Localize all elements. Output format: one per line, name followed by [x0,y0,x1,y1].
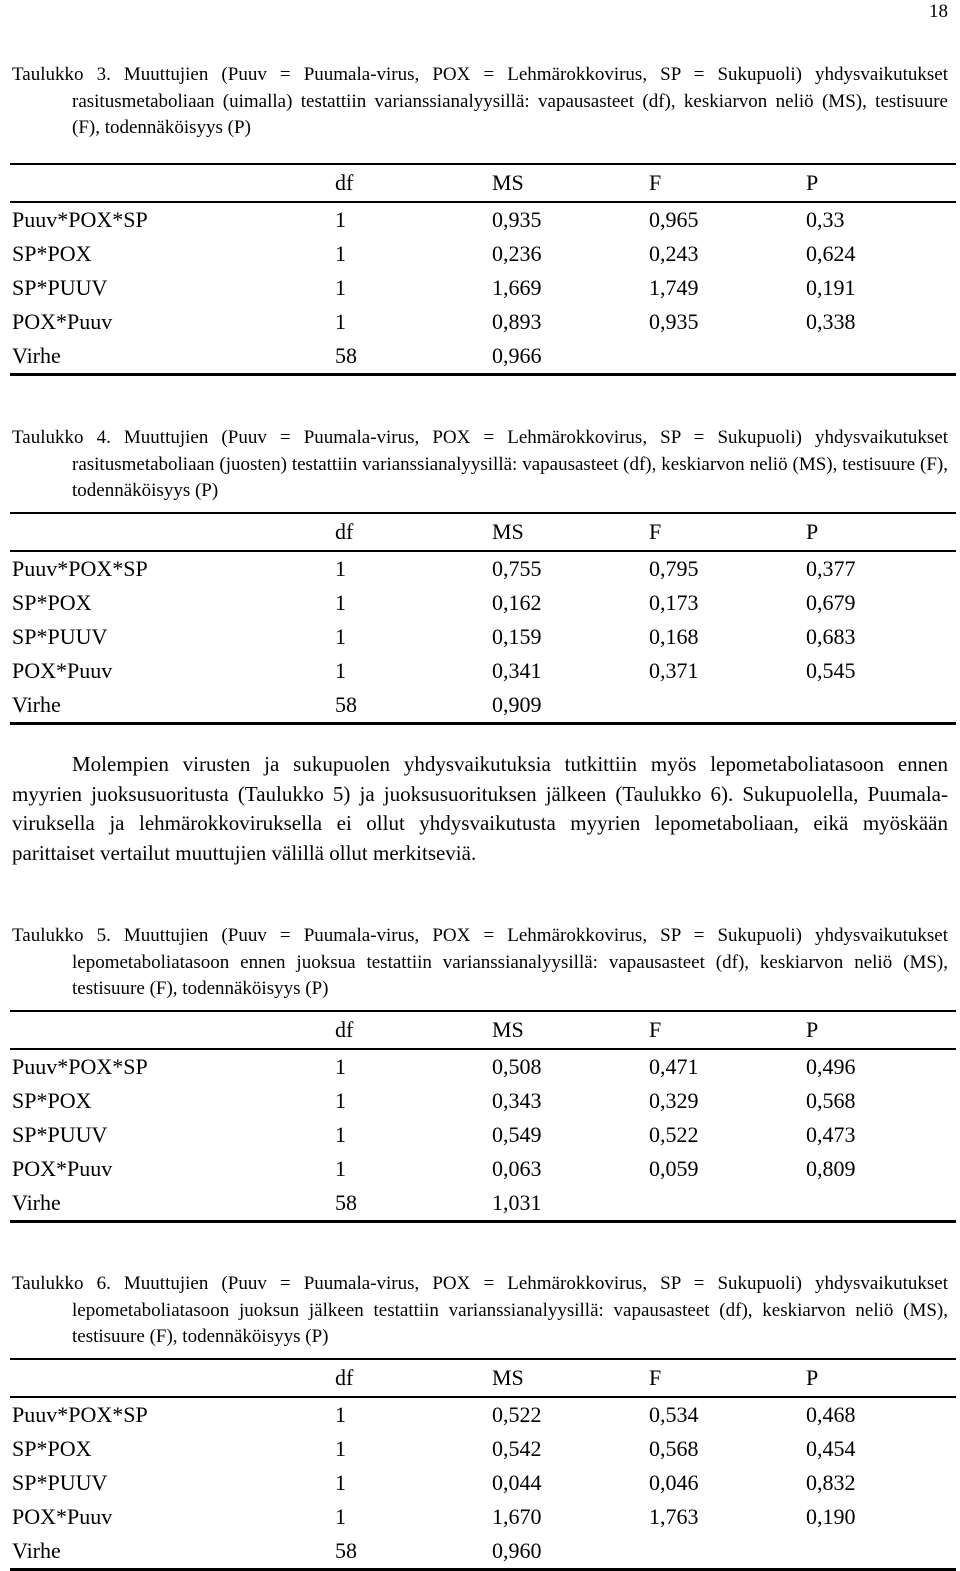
cell-df: 1 [335,241,346,266]
row-label: Puuv*POX*SP [12,1402,148,1427]
header-p: P [806,1011,956,1049]
cell-f: 0,371 [649,658,699,683]
header-f: F [649,513,806,551]
cell-p [806,1534,956,1570]
cell-df: 1 [335,1156,346,1181]
cell-df: 58 [335,1190,357,1215]
cell-df: 1 [335,556,346,581]
table-3 [10,163,956,376]
page-number: 18 [929,1,948,22]
table-row [10,654,956,688]
cell-ms: 0,508 [492,1054,542,1079]
row-label: SP*PUUV [12,1470,108,1495]
cell-ms: 0,522 [492,1402,542,1427]
header-empty [10,164,335,202]
cell-f: 1,749 [649,275,699,300]
table-row [10,271,956,305]
cell-f: 0,935 [649,309,699,334]
row-label: POX*Puuv [12,658,113,683]
table-row [10,237,956,271]
table-row [10,1432,956,1466]
table-row [10,620,956,654]
table-5 [10,1010,956,1223]
cell-ms: 0,162 [492,590,542,615]
cell-p: 0,545 [806,658,856,683]
cell-f: 0,534 [649,1402,699,1427]
cell-p: 0,832 [806,1470,856,1495]
cell-p: 0,568 [806,1088,856,1113]
cell-ms: 0,755 [492,556,542,581]
cell-df: 1 [335,1402,346,1427]
header-f: F [649,1011,806,1049]
cell-df: 1 [335,1504,346,1529]
table-6-caption: Taulukko 6. Muuttujien (Puuv = Puumala-virus, POX = Lehmärokkovirus, SP = Sukupuoli) yhdysvaikutukset lepometaboliatasoon juoksun jälkeen testattiin varianssianalyysillä: vapausasteet (df), keskiarvon neliö (MS), testisuure (F), todennäköisyys (P) [12,1273,948,1347]
cell-ms: 0,966 [492,343,542,368]
cell-ms: 0,909 [492,692,542,717]
header-df: df [335,164,492,202]
cell-f [649,1186,806,1222]
table-row [10,1084,956,1118]
cell-f: 0,243 [649,241,699,266]
cell-df: 1 [335,658,346,683]
cell-ms: 0,044 [492,1470,542,1495]
cell-f: 0,168 [649,624,699,649]
row-label: SP*POX [12,590,92,615]
body-paragraph: Molempien virusten ja sukupuolen yhdysvaikutuksia tutkittiin myös lepometaboliatasoon ennen myyrien juoksusuoritusta (Taulukko 5) ja juoksusuorituksen jälkeen (Taulukko 6). Sukupuolella, Puumala-viruksella ja lehmärokkoviruksella ei ollut yhdysvaikutusta myyrien lepometaboliaan, eikä myöskään parittaiset vertailut muuttujien välillä ollut merkitseviä. [12,752,948,865]
cell-df: 58 [335,343,357,368]
table-row [10,551,956,586]
row-label: Puuv*POX*SP [12,207,148,232]
table-4-caption: Taulukko 4. Muuttujien (Puuv = Puumala-virus, POX = Lehmärokkovirus, SP = Sukupuoli) yhdysvaikutukset rasitusmetaboliaan (juosten) testattiin varianssianalyysillä: vapausasteet (df), keskiarvon neliö (MS), testisuure (F), todennäköisyys (P) [12,427,948,501]
row-label: SP*PUUV [12,624,108,649]
cell-f: 0,173 [649,590,699,615]
header-ms: MS [492,1359,649,1397]
header-p: P [806,164,956,202]
cell-p: 0,468 [806,1402,856,1427]
cell-ms: 0,159 [492,624,542,649]
table-row [10,339,956,375]
row-label: SP*POX [12,1088,92,1113]
header-ms: MS [492,164,649,202]
cell-df: 1 [335,1436,346,1461]
table-row [10,1186,956,1222]
cell-df: 1 [335,1088,346,1113]
cell-p: 0,338 [806,309,856,334]
header-f: F [649,1359,806,1397]
row-label: SP*PUUV [12,275,108,300]
cell-ms: 1,031 [492,1190,542,1215]
cell-f: 0,522 [649,1122,699,1147]
cell-df: 1 [335,590,346,615]
row-label: SP*POX [12,241,92,266]
cell-df: 1 [335,1470,346,1495]
cell-p: 0,496 [806,1054,856,1079]
cell-p: 0,377 [806,556,856,581]
table-row [10,688,956,724]
cell-f: 0,795 [649,556,699,581]
table-5-caption: Taulukko 5. Muuttujien (Puuv = Puumala-virus, POX = Lehmärokkovirus, SP = Sukupuoli) yhdysvaikutukset lepometaboliatasoon ennen juoksua testattiin varianssianalyysillä: vapausasteet (df), keskiarvon neliö (MS), testisuure (F), todennäköisyys (P) [12,925,948,999]
table-row [10,1500,956,1534]
header-empty [10,1359,335,1397]
cell-p: 0,473 [806,1122,856,1147]
cell-p: 0,190 [806,1504,856,1529]
cell-ms: 0,236 [492,241,542,266]
cell-df: 58 [335,692,357,717]
cell-f: 0,059 [649,1156,699,1181]
cell-p: 0,809 [806,1156,856,1181]
cell-f: 0,568 [649,1436,699,1461]
table-row [10,305,956,339]
cell-f: 1,763 [649,1504,699,1529]
header-ms: MS [492,1011,649,1049]
cell-df: 58 [335,1538,357,1563]
row-label: POX*Puuv [12,309,113,334]
table-row [10,1466,956,1500]
cell-ms: 0,341 [492,658,542,683]
cell-ms: 0,063 [492,1156,542,1181]
header-df: df [335,1011,492,1049]
cell-p [806,339,956,375]
table-row [10,1397,956,1432]
table-header-row [10,1011,956,1049]
table-row [10,1049,956,1084]
row-label: POX*Puuv [12,1156,113,1181]
row-label: Puuv*POX*SP [12,1054,148,1079]
cell-df: 1 [335,275,346,300]
table-header-row [10,164,956,202]
row-label: POX*Puuv [12,1504,113,1529]
row-label: SP*POX [12,1436,92,1461]
cell-p: 0,191 [806,275,856,300]
row-label: Virhe [12,343,61,368]
header-p: P [806,1359,956,1397]
cell-f [649,339,806,375]
cell-f [649,688,806,724]
header-f: F [649,164,806,202]
header-df: df [335,513,492,551]
header-df: df [335,1359,492,1397]
table-header-row [10,513,956,551]
cell-f: 0,471 [649,1054,699,1079]
cell-f [649,1534,806,1570]
table-row [10,586,956,620]
header-empty [10,513,335,551]
table-4 [10,512,956,725]
cell-ms: 0,542 [492,1436,542,1461]
table-row [10,202,956,237]
cell-ms: 0,935 [492,207,542,232]
cell-p: 0,679 [806,590,856,615]
cell-ms: 0,893 [492,309,542,334]
cell-p: 0,624 [806,241,856,266]
cell-p [806,1186,956,1222]
header-empty [10,1011,335,1049]
table-row [10,1534,956,1570]
cell-f: 0,965 [649,207,699,232]
header-p: P [806,513,956,551]
row-label: SP*PUUV [12,1122,108,1147]
cell-p [806,688,956,724]
table-3-caption: Taulukko 3. Muuttujien (Puuv = Puumala-virus, POX = Lehmärokkovirus, SP = Sukupuoli) yhdysvaikutukset rasitusmetaboliaan (uimalla) testattiin varianssianalyysillä: vapausasteet (df), keskiarvon neliö (MS), testisuure (F), todennäköisyys (P) [12,64,948,138]
cell-p: 0,454 [806,1436,856,1461]
row-label: Virhe [12,1538,61,1563]
cell-f: 0,329 [649,1088,699,1113]
cell-ms: 1,669 [492,275,542,300]
cell-df: 1 [335,624,346,649]
cell-f: 0,046 [649,1470,699,1495]
table-header-row [10,1359,956,1397]
cell-df: 1 [335,1122,346,1147]
table-6 [10,1358,956,1571]
row-label: Puuv*POX*SP [12,556,148,581]
cell-df: 1 [335,1054,346,1079]
header-ms: MS [492,513,649,551]
cell-p: 0,33 [806,207,845,232]
cell-ms: 1,670 [492,1504,542,1529]
table-row [10,1118,956,1152]
cell-df: 1 [335,309,346,334]
cell-p: 0,683 [806,624,856,649]
cell-df: 1 [335,207,346,232]
row-label: Virhe [12,1190,61,1215]
cell-ms: 0,960 [492,1538,542,1563]
row-label: Virhe [12,692,61,717]
cell-ms: 0,343 [492,1088,542,1113]
cell-ms: 0,549 [492,1122,542,1147]
table-row [10,1152,956,1186]
